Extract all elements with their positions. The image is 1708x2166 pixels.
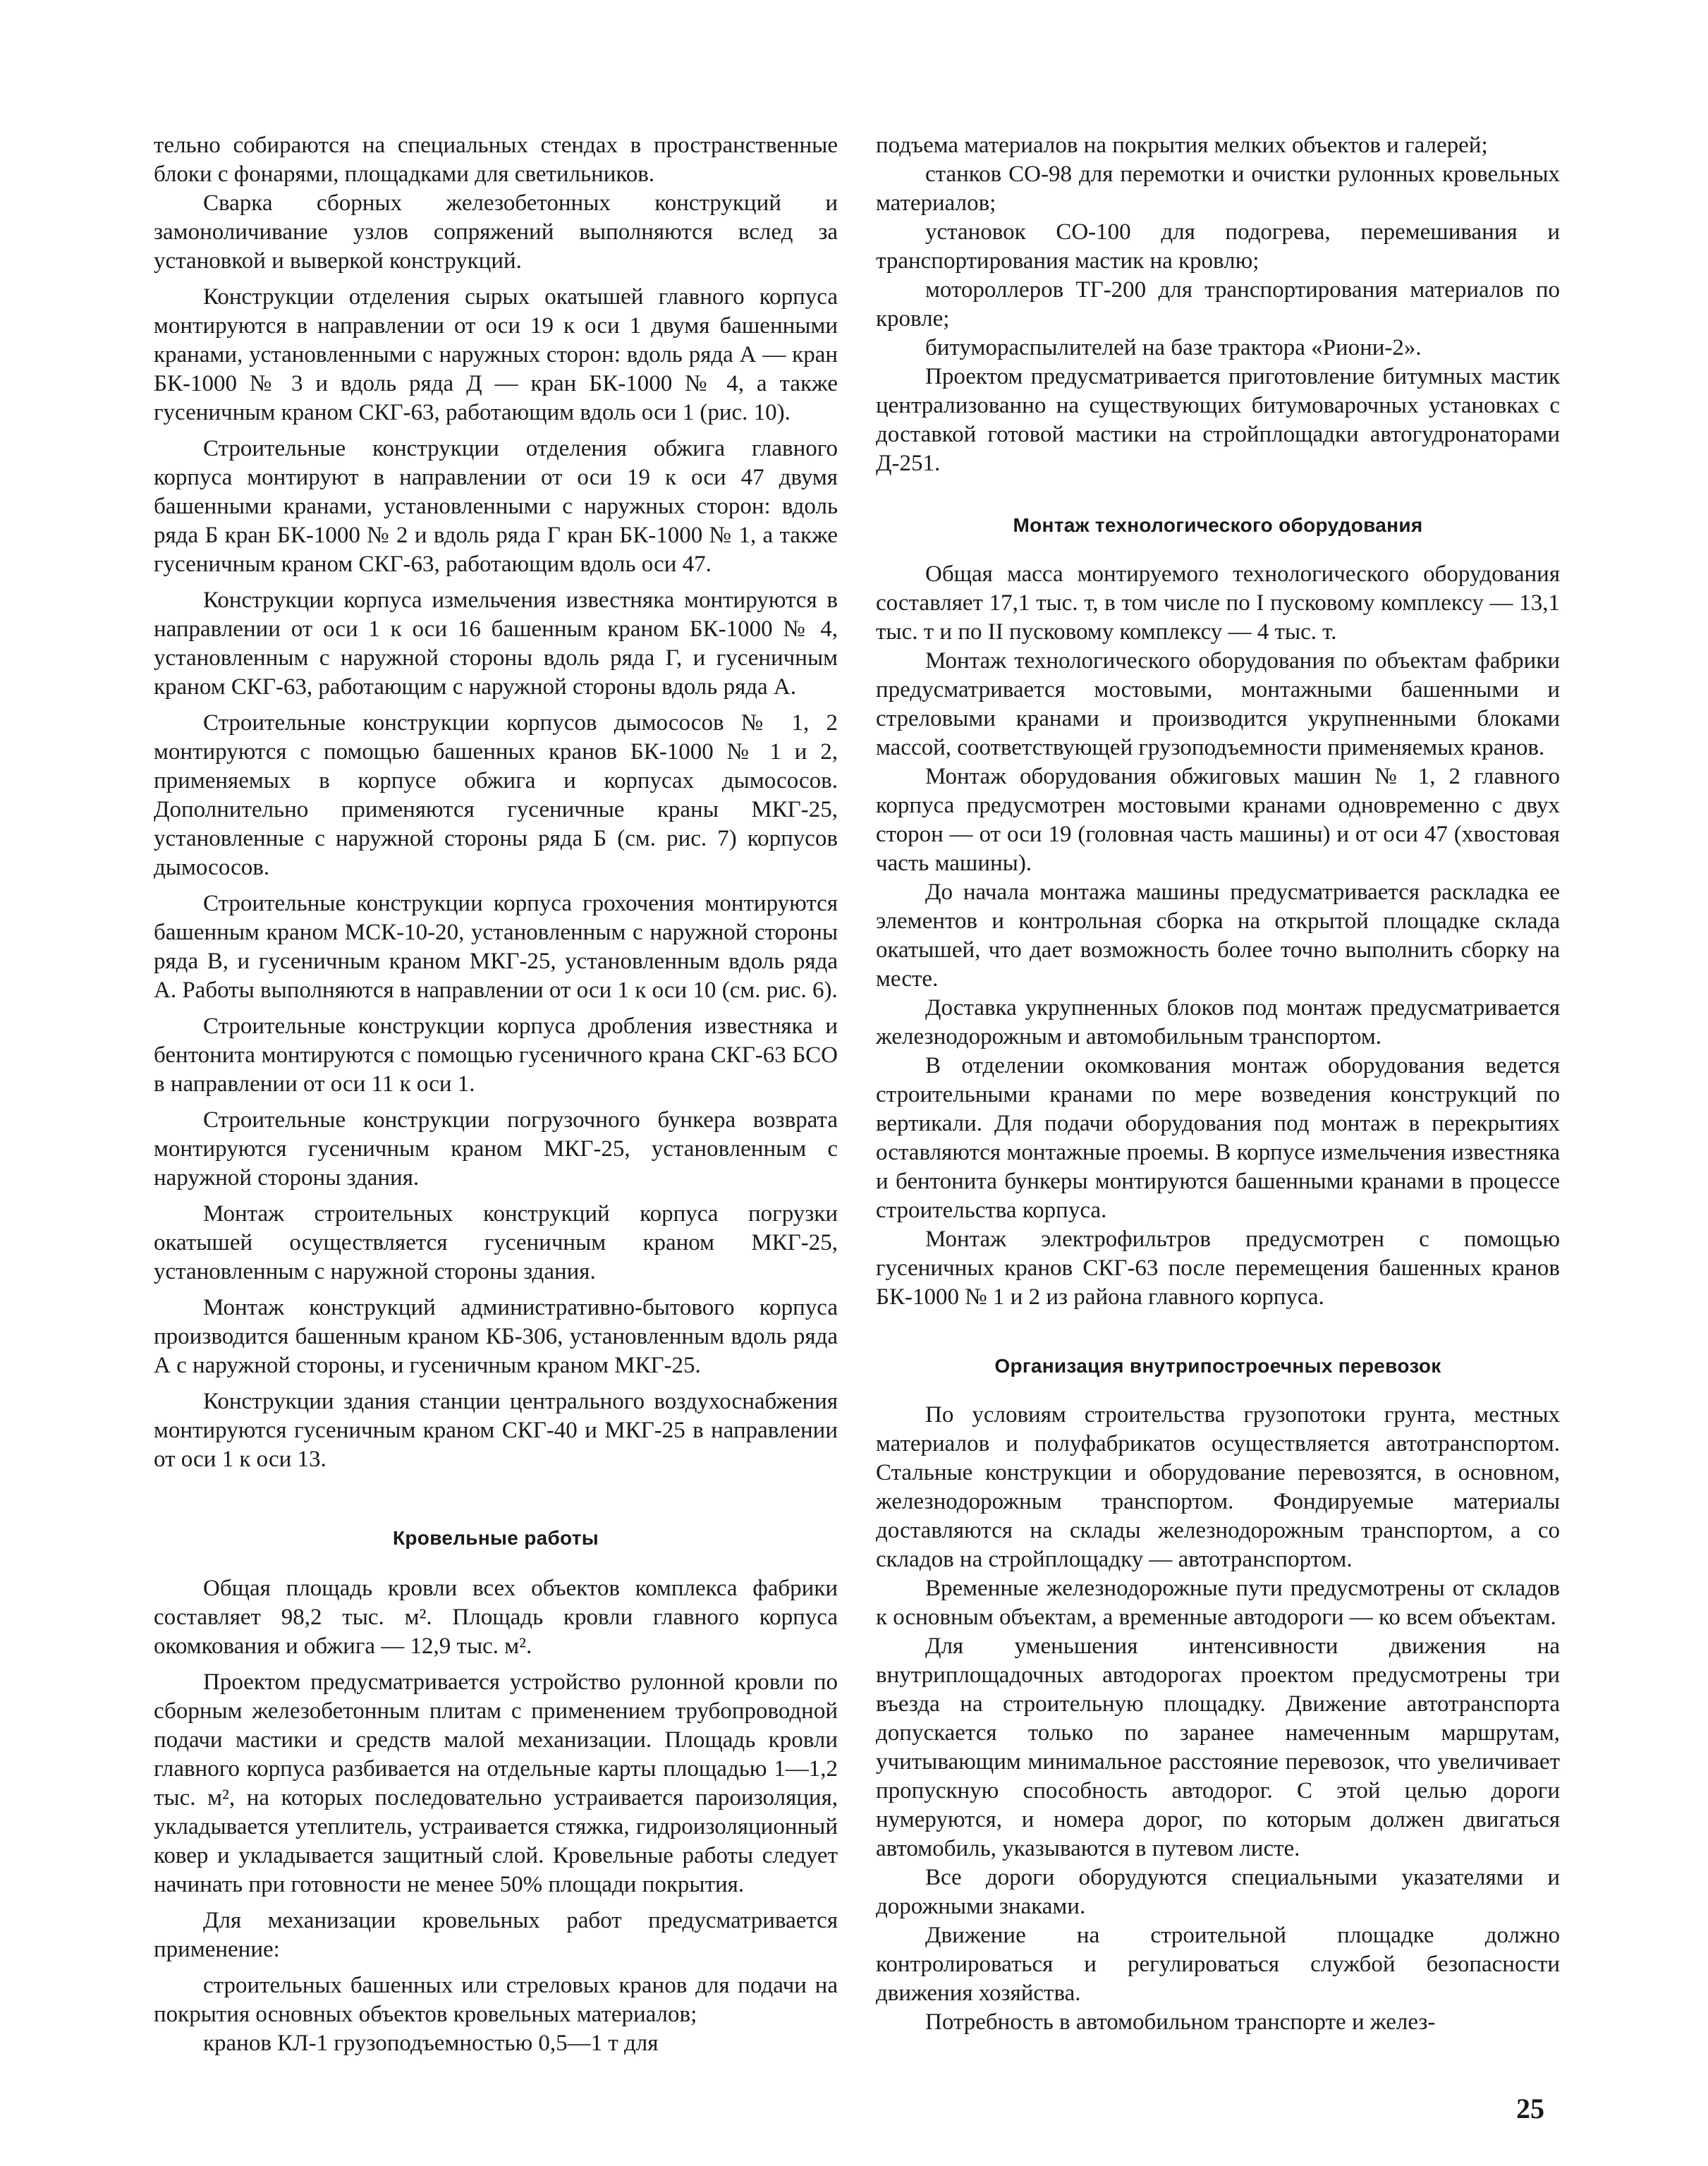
list-item: строительных башенных или стреловых кранов для подачи на покрытия основных объектов кровельных материалов; <box>154 1973 838 2027</box>
paragraph: Для уменьшения интенсивности движения на внутриплощадочных автодорогах проектом предусмотрены три въезда на строительную площадку. Движение автотранспорта допускается только по заранее намеченным маршрутам, учитывающим минимальное расстояние перевозок, что увеличивает пропускную способность автодорог. С этой целью дороги нумеруются, и номера дорог, по которым должен двигаться автомобиль, указываются в путевом листе. <box>876 1633 1560 1861</box>
paragraph: Конструкции корпуса измельчения известняка монтируются в направлении от оси 1 к оси 16 башенным краном БК-1000 № 4, установленным с наружной стороны вдоль ряда Г, и гусеничным краном СКГ-63, работающим с наружной стороны вдоль ряда А. <box>154 588 838 700</box>
paragraph: Временные железнодорожные пути предусмотрены от складов к основным объектам, а временные автодороги — ко всем объектам. <box>876 1576 1560 1630</box>
list-item: станков СО-98 для перемотки и очистки рулонных кровельных материалов; <box>876 162 1560 216</box>
paragraph: Монтаж технологического оборудования по объектам фабрики предусматривается мостовыми, монтажными башенными и стреловыми кранами и производится укрупненными блоками массой, соответствующей грузоподъемности применяемых кранов. <box>876 648 1560 760</box>
left-column <box>154 131 838 2058</box>
paragraph: Доставка укрупненных блоков под монтаж предусматривается железнодорожным и автомобильным транспортом. <box>876 995 1560 1049</box>
paragraph: Сварка сборных железобетонных конструкций и замоноличивание узлов сопряжений выполняются вслед за установкой и выверкой конструкций. <box>154 190 838 274</box>
list-item: кранов КЛ-1 грузоподъемностью 0,5—1 т для <box>203 2031 659 2056</box>
paragraph: Потребность в автомобильном транспорте и желез- <box>925 2009 1436 2035</box>
paragraph: Для механизации кровельных работ предусматривается применение: <box>154 1908 838 1962</box>
paragraph: Монтаж конструкций административно-бытового корпуса производится башенным краном КБ-306, установленным вдоль ряда А с наружной стороны, и гусеничным краном МКГ-25. <box>154 1295 838 1378</box>
section-heading-transport: Организация внутрипостроечных перевозок <box>994 1355 1441 1377</box>
paragraph: Общая масса монтируемого технологического оборудования составляет 17,1 тыс. т, в том числе по I пусковому комплексу — 13,1 тыс. т и по II пусковому комплексу — 4 тыс. т. <box>876 561 1560 645</box>
paragraph: Строительные конструкции корпуса дробления известняка и бентонита монтируются с помощью гусеничного крана СКГ-63 БСО в направлении от оси 11 к оси 1. <box>154 1014 838 1097</box>
paragraph: Строительные конструкции корпуса грохочения монтируются башенным краном МСК-10-20, установленным с наружной стороны ряда В, и гусеничным краном МКГ-25, установленным вдоль ряда А. Работы выполняются в направлении от оси 1 к оси 10 (см. рис. 6). <box>154 891 838 1003</box>
paragraph: Монтаж строительных конструкций корпуса погрузки окатышей осуществляется гусеничным краном МКГ-25, установленным с наружной стороны здания. <box>154 1201 838 1284</box>
paragraph: В отделении окомкования монтаж оборудования ведется строительными кранами по мере возведения конструкций по вертикали. Для подачи оборудования под монтаж в перекрытиях оставляются монтажные проемы. В корпусе измельчения известняка и бентонита бункеры монтируются башенными кранами в процессе строительства корпуса. <box>876 1053 1560 1223</box>
list-item: установок СО-100 для подогрева, перемешивания и транспортирования мастик на кровлю; <box>876 219 1560 274</box>
paragraph: По условиям строительства грузопотоки грунта, местных материалов и полуфабрикатов осуществляется автотранспортом. Стальные конструкции и оборудование перевозятся, в основном, железнодорожным транспортом. Фондируемые материалы доставляются на склады железнодорожным транспортом, а со складов на стройплощадку — автотранспортом. <box>876 1402 1560 1572</box>
section-heading-equipment: Монтаж технологического оборудования <box>1013 514 1423 536</box>
paragraph: тельно собираются на специальных стендах в пространственные блоки с фонарями, площадками для светильников. <box>154 133 838 187</box>
paragraph: Строительные конструкции отделения обжига главного корпуса монтируют в направлении от оси 19 к оси 47 двумя башенными кранами, установленными с наружных сторон: вдоль ряда Б кран БК-1000 № 2 и вдоль ряда Г кран БК-1000 № 1, а также гусеничным краном СКГ-63, работающим вдоль оси 47. <box>154 436 838 577</box>
paragraph: Монтаж оборудования обжиговых машин № 1, 2 главного корпуса предусмотрен мостовыми кранами одновременно с двух сторон — от оси 19 (головная часть машины) и от оси 47 (хвостовая часть машины). <box>876 764 1560 876</box>
section-heading-roofing: Кровельные работы <box>393 1527 599 1549</box>
paragraph: Строительные конструкции погрузочного бункера возврата монтируются гусеничным краном МКГ-25, установленным с наружной стороны здания. <box>154 1107 838 1191</box>
paragraph: Монтаж электрофильтров предусмотрен с помощью гусеничных кранов СКГ-63 после перемещения башенных кранов БК-1000 № 1 и 2 из района главного корпуса. <box>876 1227 1560 1310</box>
paragraph: Строительные конструкции корпусов дымососов № 1, 2 монтируются с помощью башенных кранов БК-1000 № 1 и 2, применяемых в корпусе обжига и корпусах дымососов. Дополнительно применяются гусеничные краны МКГ-25, установленные с наружной стороны ряда Б (см. рис. 7) корпусов дымососов. <box>154 710 838 880</box>
paragraph: Общая площадь кровли всех объектов комплекса фабрики составляет 98,2 тыс. м². Площадь кровли главного корпуса окомкования и обжига — 12,9 тыс. м². <box>154 1576 838 1659</box>
list-item: подъема материалов на покрытия мелких объектов и галерей; <box>876 133 1488 158</box>
list-item: мотороллеров ТГ-200 для транспортирования материалов по кровле; <box>876 277 1560 331</box>
paragraph: Проектом предусматривается устройство рулонной кровли по сборным железобетонным плитам с применением трубопроводной подачи мастики и средств малой механизации. Площадь кровли главного корпуса разбивается на отдельные карты площадью 1—1,2 тыс. м², на которых последовательно устраивается пароизоляция, укладывается утеплитель, устраивается стяжка, гидроизоляционный ковер и укладывается защитный слой. Кровельные работы следует начинать при готовности не менее 50% площади покрытия. <box>154 1669 838 1897</box>
page-number: 25 <box>1516 2093 1544 2124</box>
paragraph: До начала монтажа машины предусматривается раскладка ее элементов и контрольная сборка на открытой площадке склада окатышей, что дает возможность более точно выполнить сборку на месте. <box>876 880 1560 992</box>
list-item: битумораспылителей на базе трактора «Риони-2». <box>925 335 1422 360</box>
paragraph: Конструкции отделения сырых окатышей главного корпуса монтируются в направлении от оси 19 к оси 1 двумя башенными кранами, установленными с наружных сторон: вдоль ряда А — кран БК-1000 № 3 и вдоль ряда Д — кран БК-1000 № 4, а также гусеничным краном СКГ-63, работающим вдоль оси 1 (рис. 10). <box>154 284 838 425</box>
paragraph: Проектом предусматривается приготовление битумных мастик централизованно на существующих битумоварочных установках с доставкой готовой мастики на стройплощадки автогудронаторами Д-251. <box>876 364 1560 476</box>
right-column <box>876 131 1560 2037</box>
paragraph: Конструкции здания станции центрального воздухоснабжения монтируются гусеничным краном СКГ-40 и МКГ-25 в направлении от оси 1 к оси 13. <box>154 1389 838 1472</box>
paragraph: Все дороги оборудуются специальными указателями и дорожными знаками. <box>876 1865 1560 1919</box>
paragraph: Движение на строительной площадке должно контролироваться и регулироваться службой безопасности движения хозяйства. <box>876 1923 1560 2006</box>
